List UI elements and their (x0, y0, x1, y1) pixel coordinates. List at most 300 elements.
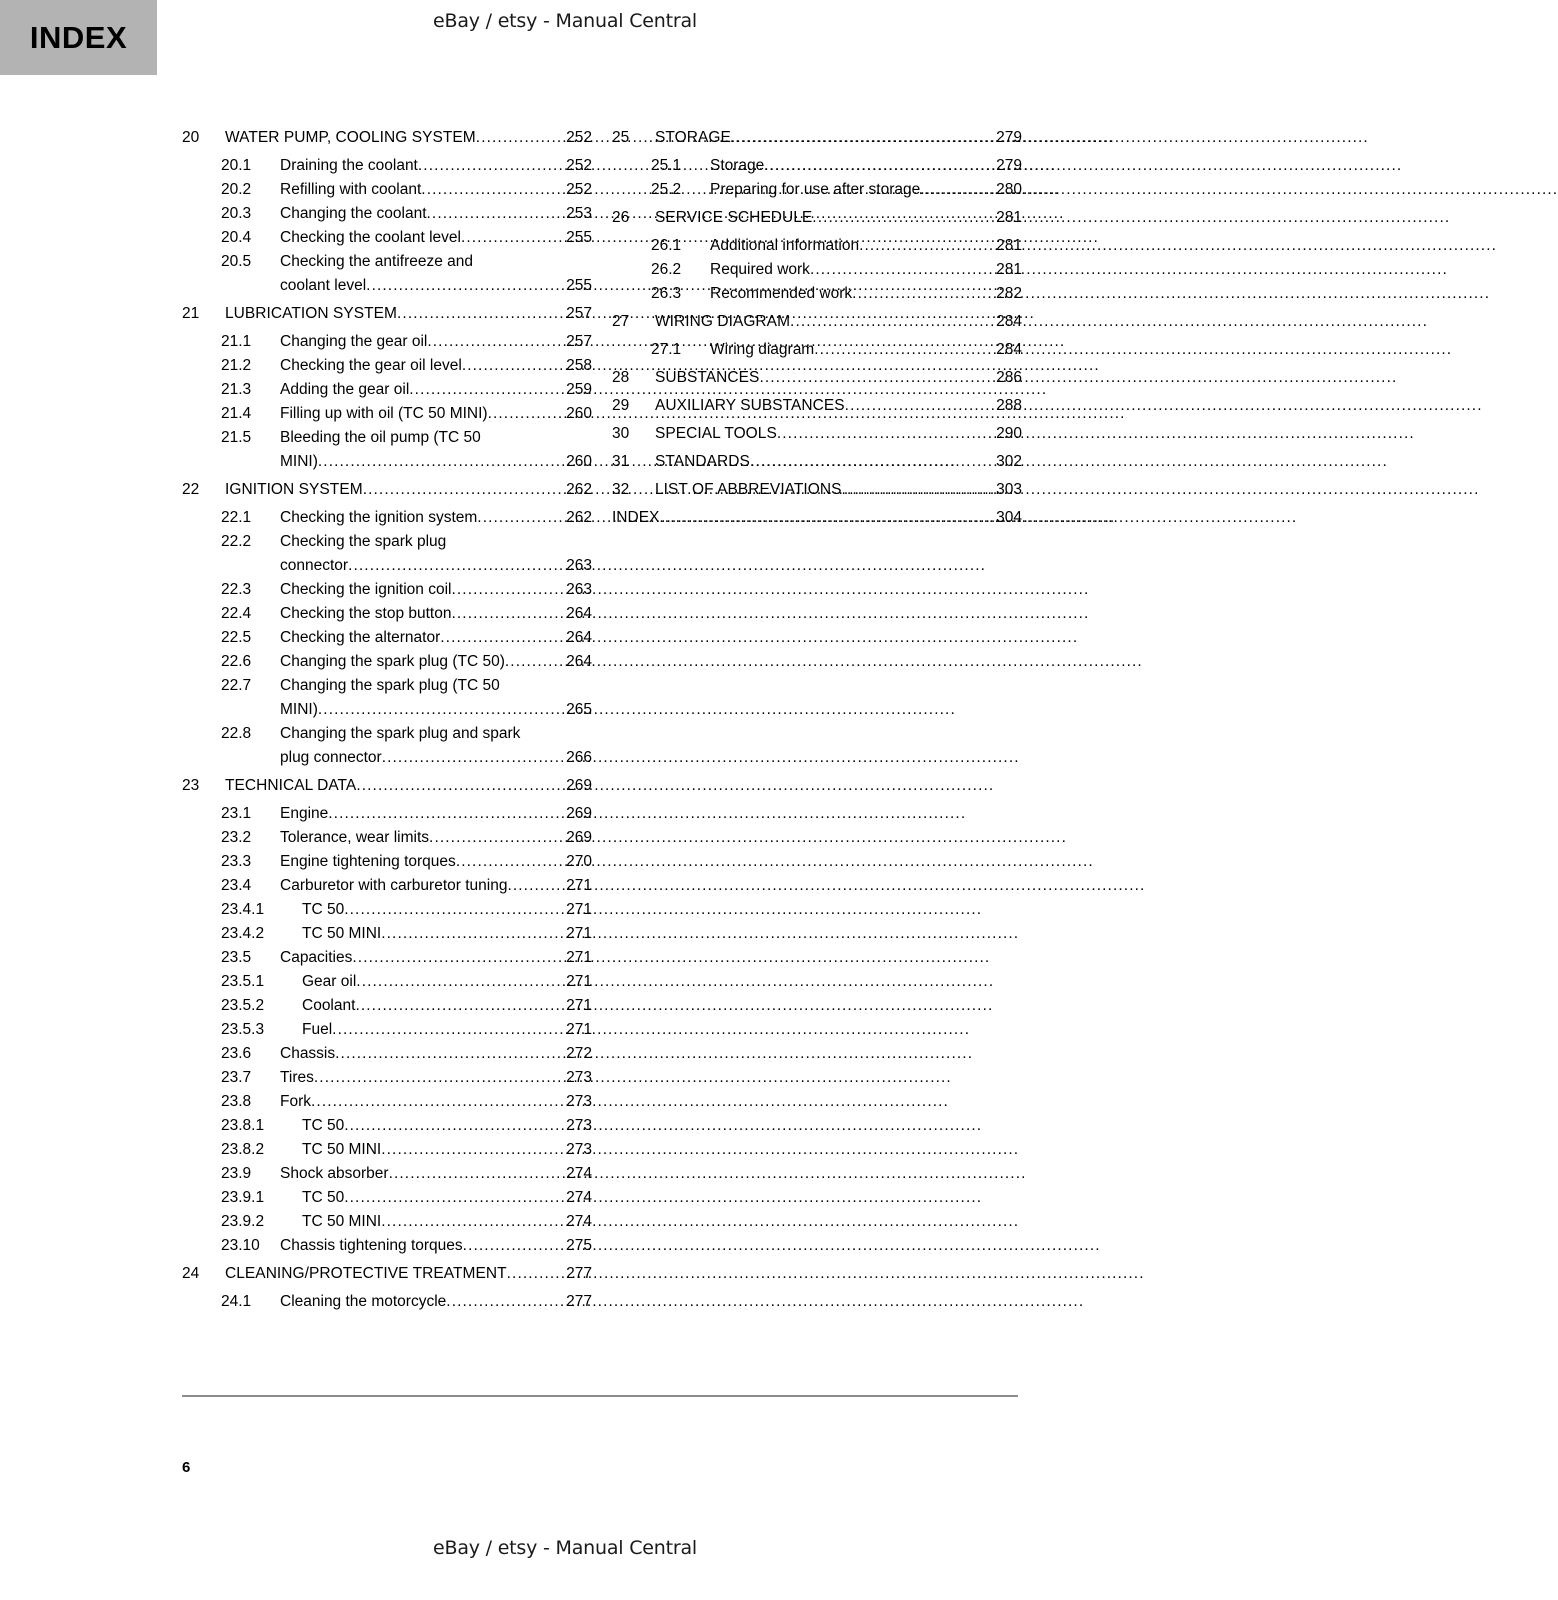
toc-entry-title: Checking the spark plug (280, 533, 447, 550)
toc-entry[interactable] (182, 1066, 592, 1090)
toc-entry[interactable] (182, 354, 592, 378)
toc-entry[interactable] (182, 874, 592, 898)
toc-entry-number: 22.5 (221, 629, 252, 646)
toc-entry-page: 264 (566, 605, 592, 622)
toc-entry-page: 281 (996, 261, 1022, 278)
toc-entry-line-2 (182, 698, 592, 722)
toc-leader-dots (731, 126, 987, 150)
toc-entry-line-1 (182, 426, 592, 450)
toc-leader-dots (462, 354, 557, 378)
table-of-contents (0, 126, 1130, 1356)
toc-entry-number: 23.9.2 (221, 1213, 265, 1230)
toc-entry[interactable] (182, 1234, 592, 1258)
toc-entry-number: 22.8 (221, 725, 252, 742)
toc-entry-number: 23.9 (221, 1165, 252, 1182)
toc-entry-line-2 (182, 450, 592, 474)
toc-entry-number: 20.1 (221, 157, 252, 174)
toc-entry[interactable] (182, 674, 592, 722)
toc-entry-number: 23.3 (221, 853, 252, 870)
toc-entry-title: Bleeding the oil pump (TC 50 (280, 429, 481, 446)
toc-leader-dots (507, 874, 557, 898)
toc-entry[interactable] (182, 402, 592, 426)
toc-entry[interactable] (612, 282, 1022, 306)
toc-entry-page: 277 (566, 1265, 592, 1282)
toc-entry[interactable] (182, 1138, 592, 1162)
toc-entry-title: Gear oil (302, 973, 357, 990)
toc-entry-title: Preparing for use after storage (710, 181, 921, 198)
toc-entry-page: 304 (996, 509, 1022, 526)
toc-entry[interactable] (612, 178, 1022, 202)
toc-entry-page: 274 (566, 1165, 592, 1182)
toc-entry[interactable] (182, 626, 592, 650)
toc-leader-dots (344, 1186, 557, 1210)
toc-leader-dots (381, 1210, 557, 1234)
toc-entry-number: 26.1 (651, 237, 682, 254)
toc-entry-number: 22.3 (221, 581, 252, 598)
toc-entry-title-continued: connector (280, 557, 349, 574)
toc-entry[interactable] (182, 250, 592, 298)
toc-entry-title: TC 50 MINI (302, 925, 382, 942)
toc-entry[interactable] (182, 774, 592, 798)
toc-leader-dots (446, 1290, 557, 1314)
toc-entry-page: 258 (566, 357, 592, 374)
toc-entry-title: Filling up with oil (TC 50 MINI) (280, 405, 488, 422)
toc-entry-number: 28 (612, 369, 630, 386)
toc-entry-page: 252 (566, 129, 592, 146)
toc-leader-dots (418, 154, 557, 178)
toc-entry-line-2 (182, 746, 592, 770)
toc-entry-title: Cleaning the motorcycle (280, 1293, 447, 1310)
toc-leader-dots (409, 378, 557, 402)
toc-entry[interactable] (612, 258, 1022, 282)
toc-entry-title: Recommended work (710, 285, 853, 302)
toc-entry-number: 20.4 (221, 229, 252, 246)
toc-leader-dots (356, 774, 557, 798)
toc-entry-number: 23.8.2 (221, 1141, 265, 1158)
toc-entry-number: 26.3 (651, 285, 682, 302)
toc-entry-number: 22.2 (221, 533, 252, 550)
toc-entry-page: 284 (996, 341, 1022, 358)
toc-entry[interactable] (182, 650, 592, 674)
toc-entry-page: 266 (566, 749, 592, 766)
toc-entry-number: 21.3 (221, 381, 252, 398)
toc-entry-title: CLEANING/PROTECTIVE TREATMENT (225, 1265, 507, 1282)
toc-entry-page: 302 (996, 453, 1022, 470)
toc-leader-dots (507, 1262, 557, 1286)
toc-entry-number: 27.1 (651, 341, 682, 358)
toc-entry-page: 269 (566, 829, 592, 846)
toc-entry-title: Changing the spark plug and spark (280, 725, 521, 742)
toc-entry[interactable] (182, 1210, 592, 1234)
toc-leader-dots (777, 422, 987, 446)
toc-entry-number: 23.9.1 (221, 1189, 265, 1206)
toc-entry-title: Refilling with coolant (280, 181, 422, 198)
toc-entry-title: Checking the antifreeze and (280, 253, 474, 270)
toc-entry-number: 25 (612, 129, 630, 146)
toc-entry-number: 22.6 (221, 653, 252, 670)
toc-leader-dots (440, 626, 557, 650)
toc-leader-dots (477, 506, 557, 530)
toc-entry-number: 32 (612, 481, 630, 498)
toc-entry-title: Changing the gear oil (280, 333, 428, 350)
toc-leader-dots (461, 226, 557, 250)
toc-entry-number: 23.8 (221, 1093, 252, 1110)
toc-leader-dots (463, 1234, 557, 1258)
toc-entry-number: 25.2 (651, 181, 682, 198)
toc-entry-page: 273 (566, 1069, 592, 1086)
running-header: eBay / etsy - Manual Central (433, 10, 697, 32)
toc-entry[interactable] (182, 226, 592, 250)
toc-entry-number: 23.8.1 (221, 1117, 265, 1134)
toc-entry[interactable] (182, 378, 592, 402)
toc-entry-page: 290 (996, 425, 1022, 442)
toc-entry-line-1 (182, 722, 592, 746)
toc-entry-title: Checking the ignition system (280, 509, 478, 526)
toc-entry-title: Shock absorber (280, 1165, 389, 1182)
toc-entry-number: 25.1 (651, 157, 682, 174)
index-tab-label: INDEX (29, 19, 128, 55)
toc-entry-page: 259 (566, 381, 592, 398)
toc-entry-title: LUBRICATION SYSTEM (225, 305, 397, 322)
toc-leader-dots (344, 898, 557, 922)
toc-entry-line-1 (182, 674, 592, 698)
toc-entry[interactable] (182, 1042, 592, 1066)
toc-leader-dots (421, 178, 557, 202)
toc-leader-dots (812, 206, 987, 230)
toc-entry-title: STANDARDS (655, 453, 750, 470)
toc-entry-number: 21.5 (221, 429, 252, 446)
toc-entry[interactable] (182, 1018, 592, 1042)
toc-column-left (182, 126, 592, 1314)
toc-leader-dots (920, 178, 987, 202)
toc-leader-dots (389, 1162, 557, 1186)
toc-entry-page: 286 (996, 369, 1022, 386)
toc-entry[interactable] (182, 578, 592, 602)
toc-leader-dots (451, 578, 557, 602)
toc-leader-dots (318, 698, 557, 722)
toc-leader-dots (842, 478, 987, 502)
toc-entry-number: 22 (182, 481, 200, 498)
toc-leader-dots (314, 1066, 557, 1090)
toc-entry-number: 21.1 (221, 333, 252, 350)
toc-entry-title: Checking the gear oil level (280, 357, 462, 374)
toc-entry-page: 273 (566, 1117, 592, 1134)
toc-entry[interactable] (182, 530, 592, 578)
toc-entry[interactable] (612, 394, 1022, 418)
toc-leader-dots (750, 450, 987, 474)
toc-entry-title: Checking the ignition coil (280, 581, 452, 598)
toc-entry-number: 30 (612, 425, 630, 442)
toc-leader-dots (427, 202, 557, 226)
toc-entry-number: 26.2 (651, 261, 682, 278)
toc-entry-page: 257 (566, 305, 592, 322)
toc-entry-page: 274 (566, 1213, 592, 1230)
toc-entry-page: 271 (566, 1021, 592, 1038)
toc-entry-title: Chassis tightening torques (280, 1237, 463, 1254)
toc-entry-title-continued: MINI) (280, 453, 318, 470)
toc-entry-page: 264 (566, 629, 592, 646)
toc-entry-title-continued: coolant level (280, 277, 367, 294)
toc-entry-line-2 (182, 274, 592, 298)
toc-leader-dots (382, 746, 557, 770)
toc-entry-line-2 (182, 554, 592, 578)
toc-entry-number: 23.4 (221, 877, 252, 894)
toc-entry-title: LIST OF ABBREVIATIONS (655, 481, 842, 498)
toc-entry-number: 24 (182, 1265, 200, 1282)
toc-entry-title: Checking the alternator (280, 629, 441, 646)
toc-entry-number: 23.4.1 (221, 901, 265, 918)
toc-leader-dots (790, 310, 987, 334)
toc-entry-title: TC 50 (302, 901, 345, 918)
toc-entry-title: Additional information (710, 237, 860, 254)
toc-entry-line-1 (182, 530, 592, 554)
toc-entry-number: 23.5.1 (221, 973, 265, 990)
toc-entry-title: WATER PUMP, COOLING SYSTEM (225, 129, 476, 146)
toc-entry-page: 260 (566, 453, 592, 470)
toc-entry-page: 271 (566, 973, 592, 990)
toc-entry-number: 23 (182, 777, 200, 794)
footer-divider (182, 1395, 1018, 1397)
toc-entry-number: 21.4 (221, 405, 252, 422)
toc-entry[interactable] (612, 478, 1022, 502)
toc-entry[interactable] (612, 422, 1022, 446)
toc-entry-title-continued: MINI) (280, 701, 318, 718)
toc-entry[interactable] (182, 202, 592, 226)
toc-leader-dots (845, 394, 987, 418)
toc-entry[interactable] (182, 1090, 592, 1114)
toc-entry[interactable] (182, 426, 592, 474)
toc-entry[interactable] (182, 478, 592, 502)
toc-entry[interactable] (612, 126, 1022, 150)
toc-entry-page: 271 (566, 877, 592, 894)
toc-entry-title: Draining the coolant (280, 157, 418, 174)
toc-leader-dots (328, 802, 557, 826)
toc-entry-page: 277 (566, 1293, 592, 1310)
toc-entry-page: 273 (566, 1093, 592, 1110)
toc-entry-title-continued: plug connector (280, 749, 382, 766)
toc-entry-title: Storage (710, 157, 765, 174)
toc-entry-page: 280 (996, 181, 1022, 198)
toc-entry[interactable] (182, 1186, 592, 1210)
toc-entry-title: WIRING DIAGRAM (655, 313, 791, 330)
toc-entry-page: 252 (566, 157, 592, 174)
toc-entry-number: 27 (612, 313, 630, 330)
toc-entry-title: SERVICE SCHEDULE (655, 209, 813, 226)
toc-entry-number: 23.6 (221, 1045, 252, 1062)
toc-entry[interactable] (182, 1290, 592, 1314)
toc-entry[interactable] (182, 506, 592, 530)
toc-leader-dots (427, 330, 557, 354)
toc-entry-page: 284 (996, 313, 1022, 330)
toc-entry-title: INDEX (612, 509, 660, 526)
toc-entry-page: 255 (566, 277, 592, 294)
toc-leader-dots (318, 450, 557, 474)
toc-entry-title: Checking the coolant level (280, 229, 461, 246)
toc-leader-dots (352, 946, 557, 970)
toc-entry-title: TECHNICAL DATA (225, 777, 357, 794)
toc-leader-dots (355, 994, 557, 1018)
toc-entry[interactable] (182, 898, 592, 922)
toc-entry-page: 262 (566, 481, 592, 498)
toc-entry-number: 21 (182, 305, 200, 322)
toc-entry[interactable] (182, 178, 592, 202)
toc-entry-title: Fork (280, 1093, 311, 1110)
toc-entry[interactable] (612, 310, 1022, 334)
toc-entry-number: 23.4.2 (221, 925, 265, 942)
page-number: 6 (182, 1459, 191, 1476)
toc-entry-number: 23.7 (221, 1069, 252, 1086)
toc-entry-title: Checking the stop button (280, 605, 452, 622)
toc-entry-title: Carburetor with carburetor tuning (280, 877, 508, 894)
toc-entry[interactable] (612, 450, 1022, 474)
toc-entry-number: 22.7 (221, 677, 252, 694)
toc-entry-number: 26 (612, 209, 630, 226)
toc-entry-title: TC 50 MINI (302, 1141, 382, 1158)
toc-leader-dots (335, 1042, 557, 1066)
toc-leader-dots (397, 302, 557, 326)
toc-entry-page: 253 (566, 205, 592, 222)
toc-entry-page: 263 (566, 557, 592, 574)
toc-entry-page: 279 (996, 129, 1022, 146)
toc-leader-dots (476, 126, 557, 150)
toc-leader-dots (381, 1138, 557, 1162)
toc-entry[interactable] (612, 366, 1022, 390)
toc-leader-dots (366, 274, 557, 298)
toc-entry-number: 23.10 (221, 1237, 260, 1254)
toc-entry-number: 24.1 (221, 1293, 252, 1310)
toc-entry-page: 279 (996, 157, 1022, 174)
toc-leader-dots (381, 922, 557, 946)
toc-leader-dots (456, 850, 557, 874)
toc-entry-page: 281 (996, 237, 1022, 254)
toc-entry-page: 271 (566, 997, 592, 1014)
toc-entry-page: 263 (566, 581, 592, 598)
toc-entry-title: TC 50 (302, 1189, 345, 1206)
toc-entry-page: 269 (566, 777, 592, 794)
toc-entry-number: 20 (182, 129, 200, 146)
toc-entry-number: 22.4 (221, 605, 252, 622)
toc-entry[interactable] (182, 126, 592, 150)
toc-entry[interactable] (612, 506, 1022, 530)
toc-entry[interactable] (612, 206, 1022, 230)
toc-entry-page: 264 (566, 653, 592, 670)
toc-entry-title: Wiring diagram (710, 341, 815, 358)
toc-entry-number: 20.3 (221, 205, 252, 222)
toc-entry-page: 273 (566, 1141, 592, 1158)
toc-entry-title: SUBSTANCES (655, 369, 760, 386)
toc-leader-dots (356, 970, 557, 994)
toc-leader-dots (363, 478, 557, 502)
toc-entry-title: Capacities (280, 949, 353, 966)
toc-entry[interactable] (182, 850, 592, 874)
toc-leader-dots (488, 402, 557, 426)
toc-entry-number: 23.5.3 (221, 1021, 265, 1038)
toc-entry-page: 260 (566, 405, 592, 422)
toc-entry-title: STORAGE (655, 129, 731, 146)
toc-entry[interactable] (182, 994, 592, 1018)
toc-entry-page: 271 (566, 901, 592, 918)
toc-entry[interactable] (182, 154, 592, 178)
toc-entry-title: Coolant (302, 997, 356, 1014)
toc-entry-number: 23.2 (221, 829, 252, 846)
toc-leader-dots (764, 154, 987, 178)
toc-entry[interactable] (182, 722, 592, 770)
toc-entry[interactable] (182, 1262, 592, 1286)
toc-entry-title: TC 50 (302, 1117, 345, 1134)
toc-entry-title: Tolerance, wear limits (280, 829, 430, 846)
toc-entry[interactable] (612, 234, 1022, 258)
toc-entry-title: Changing the spark plug (TC 50 (280, 677, 500, 694)
toc-entry-number: 31 (612, 453, 630, 470)
toc-entry-title: Changing the spark plug (TC 50) (280, 653, 505, 670)
toc-entry-page: 271 (566, 949, 592, 966)
toc-entry-page: 271 (566, 925, 592, 942)
toc-entry[interactable] (182, 1162, 592, 1186)
toc-leader-dots (814, 338, 987, 362)
toc-entry-title: Engine tightening torques (280, 853, 456, 870)
toc-entry-page: 262 (566, 509, 592, 526)
toc-entry-number: 23.5.2 (221, 997, 265, 1014)
toc-entry-title: Tires (280, 1069, 314, 1086)
toc-leader-dots (344, 1114, 557, 1138)
toc-entry-line-1 (182, 250, 592, 274)
toc-entry-page: 272 (566, 1045, 592, 1062)
toc-entry-page: 252 (566, 181, 592, 198)
toc-entry-number: 23.5 (221, 949, 252, 966)
toc-entry-page: 274 (566, 1189, 592, 1206)
toc-entry-title: AUXILIARY SUBSTANCES (655, 397, 845, 414)
toc-entry[interactable] (182, 802, 592, 826)
toc-entry[interactable] (612, 338, 1022, 362)
toc-entry-title: Fuel (302, 1021, 333, 1038)
toc-entry-page: 265 (566, 701, 592, 718)
toc-entry-title: Changing the coolant (280, 205, 427, 222)
toc-entry-title: Required work (710, 261, 810, 278)
toc-entry-number: 23.1 (221, 805, 252, 822)
toc-entry-number: 21.2 (221, 357, 252, 374)
running-footer: eBay / etsy - Manual Central (433, 1537, 697, 1559)
toc-leader-dots (332, 1018, 557, 1042)
toc-entry[interactable] (182, 826, 592, 850)
toc-entry-page: 257 (566, 333, 592, 350)
toc-entry[interactable] (182, 946, 592, 970)
toc-leader-dots (859, 234, 987, 258)
toc-leader-dots (311, 1090, 557, 1114)
toc-leader-dots (505, 650, 557, 674)
toc-entry-page: 255 (566, 229, 592, 246)
toc-entry-number: 20.5 (221, 253, 252, 270)
toc-entry-number: 20.2 (221, 181, 252, 198)
toc-entry[interactable] (182, 970, 592, 994)
toc-entry-title: Chassis (280, 1045, 336, 1062)
toc-leader-dots (852, 282, 987, 306)
toc-entry[interactable] (182, 922, 592, 946)
toc-entry-title: Engine (280, 805, 329, 822)
toc-entry-number: 22.1 (221, 509, 252, 526)
toc-entry[interactable] (612, 154, 1022, 178)
toc-entry[interactable] (182, 602, 592, 626)
toc-entry[interactable] (182, 302, 592, 326)
toc-leader-dots (451, 602, 557, 626)
toc-entry[interactable] (182, 330, 592, 354)
toc-entry-title: Adding the gear oil (280, 381, 410, 398)
toc-column-right (612, 126, 1022, 530)
toc-leader-dots (348, 554, 557, 578)
toc-entry[interactable] (182, 1114, 592, 1138)
toc-entry-page: 303 (996, 481, 1022, 498)
toc-entry-title: IGNITION SYSTEM (225, 481, 363, 498)
toc-entry-title: TC 50 MINI (302, 1213, 382, 1230)
